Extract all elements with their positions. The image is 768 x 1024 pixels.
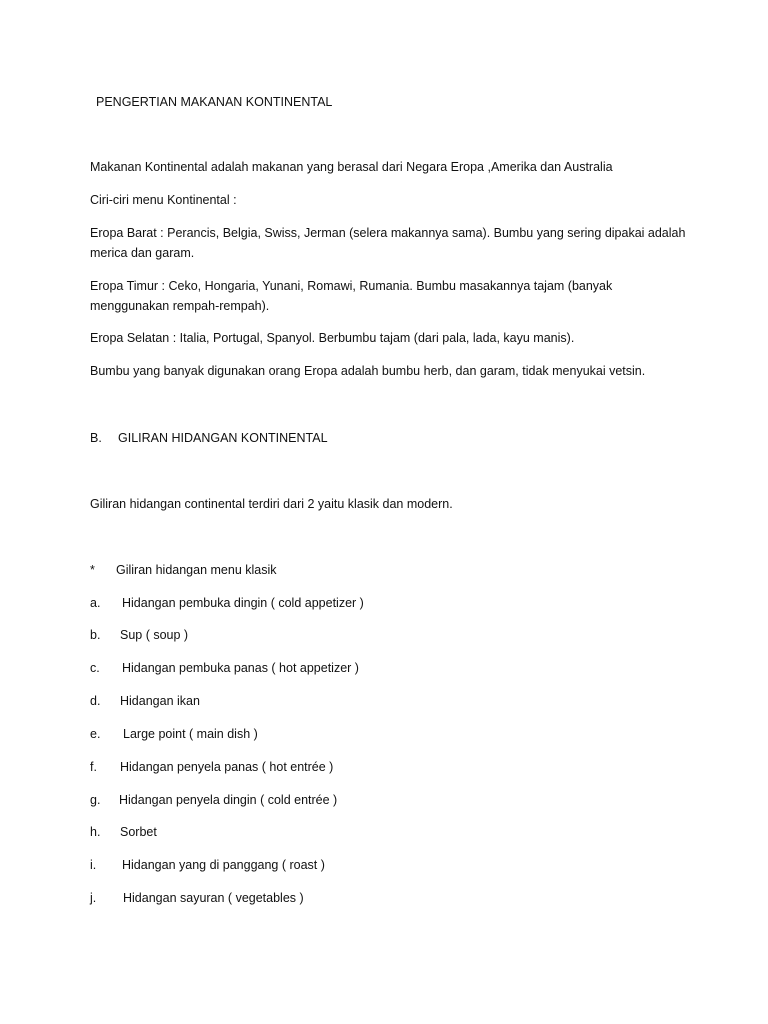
list-item <box>90 855 325 875</box>
list-item-marker: b. <box>90 628 101 642</box>
list-item-text: Hidangan sayuran ( vegetables ) <box>123 891 304 905</box>
list-item-marker: f. <box>90 760 97 774</box>
list-item-marker: j. <box>90 891 97 905</box>
ciri-heading: Ciri-ciri menu Kontinental : <box>90 193 237 207</box>
eropa-timur-line-1: Eropa Timur : Ceko, Hongaria, Yunani, Romawi, Rumania. Bumbu masakannya tajam (banyak <box>90 279 613 293</box>
list-item <box>90 790 338 810</box>
list-item-text: Large point ( main dish ) <box>123 727 258 741</box>
list-item <box>90 724 258 744</box>
klasik-bullet-marker: * <box>90 563 95 577</box>
list-item <box>90 888 304 908</box>
list-item-text: Hidangan ikan <box>120 694 200 708</box>
list-item <box>90 625 189 645</box>
eropa-timur-line-2: menggunakan rempah-rempah). <box>90 299 270 313</box>
eropa-barat-line-2: merica dan garam. <box>90 246 195 260</box>
list-item-marker: e. <box>90 727 101 741</box>
intro-paragraph: Makanan Kontinental adalah makanan yang berasal dari Negara Eropa ,Amerika dan Australia <box>90 160 613 174</box>
list-item-text: Sup ( soup ) <box>120 628 189 642</box>
eropa-barat-line-1: Eropa Barat : Perancis, Belgia, Swiss, Jerman (selera makannya sama). Bumbu yang sering dipakai adalah <box>90 226 686 240</box>
list-item-marker: c. <box>90 661 100 675</box>
list-item-text: Sorbet <box>120 825 157 839</box>
section-b-heading <box>90 428 328 448</box>
giliran-intro-paragraph: Giliran hidangan continental terdiri dari 2 yaitu klasik dan modern. <box>90 497 453 511</box>
list-item-text: Hidangan pembuka panas ( hot appetizer ) <box>122 661 359 675</box>
list-item <box>90 658 359 678</box>
list-item-marker: i. <box>90 858 97 872</box>
eropa-selatan-paragraph: Eropa Selatan : Italia, Portugal, Spanyol. Berbumbu tajam (dari pala, lada, kayu manis). <box>90 331 575 345</box>
list-item-marker: g. <box>90 793 101 807</box>
document-title: PENGERTIAN MAKANAN KONTINENTAL <box>96 95 333 109</box>
list-item-text: Hidangan pembuka dingin ( cold appetizer ) <box>122 596 364 610</box>
list-item <box>90 757 334 777</box>
list-item-text: Hidangan penyela dingin ( cold entrée ) <box>119 793 338 807</box>
list-item-text: Hidangan yang di panggang ( roast ) <box>122 858 325 872</box>
klasik-heading <box>90 560 277 580</box>
section-b-marker: B. <box>90 431 102 445</box>
section-b-title: GILIRAN HIDANGAN KONTINENTAL <box>118 431 328 445</box>
list-item-marker: h. <box>90 825 101 839</box>
list-item <box>90 822 157 842</box>
list-item-text: Hidangan penyela panas ( hot entrée ) <box>120 760 334 774</box>
list-item <box>90 691 200 711</box>
list-item-marker: d. <box>90 694 101 708</box>
bumbu-paragraph: Bumbu yang banyak digunakan orang Eropa adalah bumbu herb, dan garam, tidak menyukai vetsin. <box>90 364 646 378</box>
list-item <box>90 593 364 613</box>
klasik-title: Giliran hidangan menu klasik <box>116 563 277 577</box>
list-item-marker: a. <box>90 596 101 610</box>
